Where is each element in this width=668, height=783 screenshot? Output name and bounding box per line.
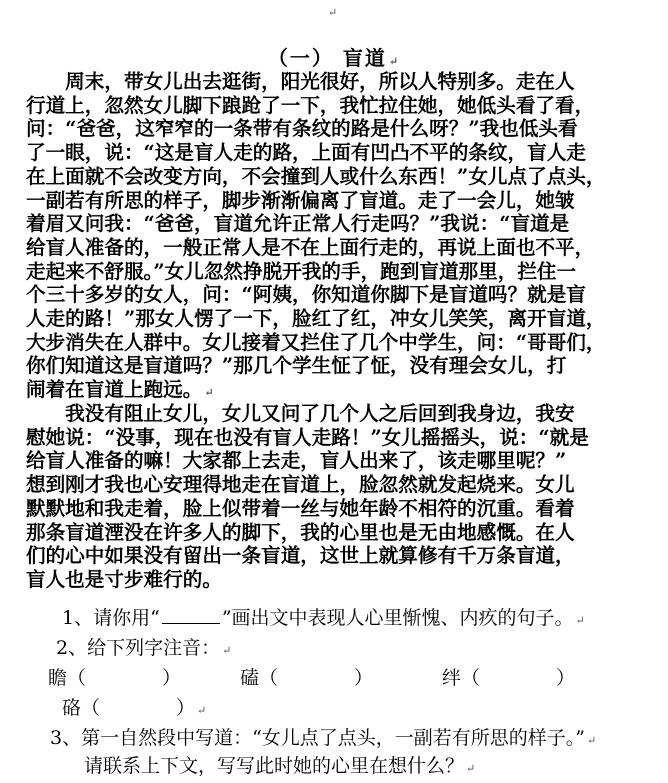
text-line: 行道上，忽然女儿脚下踉跄了一下，我忙拉住她，她低头看了看， [26, 93, 595, 117]
text-line [26, 378, 630, 405]
char-ke: 磕 [240, 667, 260, 689]
title-text: （一） 盲道 [267, 46, 387, 70]
pinyin-blank[interactable]: （ ） [259, 667, 374, 689]
text-line: 那条盲道湮没在许多人的脚下，我的心里也是无由地感慨。在人 [26, 520, 575, 544]
pinyin-item-1 [48, 663, 181, 690]
pinyin-blank[interactable]: （ ） [67, 667, 182, 689]
text-line: 人走的路！”那女人愣了一下，脸红了红，冲女儿笑笑，离开盲道， [26, 307, 606, 331]
text-line: 大步消失在人群中。女儿接着又拦住了几个中学生，问：“哥哥们， [26, 330, 606, 354]
return-mark: ↵ [466, 762, 476, 775]
text-line: 慰她说：“没事，现在也没有盲人走路！”女儿摇摇头，说：“就是 [26, 425, 589, 449]
return-mark: ↵ [388, 55, 401, 68]
text-line: 在上面就不会改变方向，不会撞到人或什么东西！”女儿点了点头， [26, 164, 606, 188]
text-line: 想到刚才我也心安理得地走在盲道上，脸忽然就发起烧来。女儿 [26, 473, 575, 497]
text-line: 问：“爸爸，这窄窄的一条带有条纹的路是什么呀？”我也低头看 [26, 117, 578, 141]
text-line: 走起来不舒服。”女儿忽然挣脱开我的手，跑到盲道那里，拦住一 [26, 259, 577, 283]
question-1 [62, 603, 585, 630]
text-segment: 闹着在盲道上跑远。 [26, 378, 203, 402]
text-line: 个三十多岁的女人，问：“阿姨，你知道你脚下是盲道吗？就是盲 [26, 283, 586, 307]
return-mark: ↵ [222, 644, 232, 657]
text-line: 周末，带女儿出去逛街，阳光很好，所以人特别多。走在人 [26, 70, 575, 93]
pinyin-item-3 [442, 663, 575, 690]
char-ge: 硌 [62, 697, 82, 719]
text-line: 我没有阻止女儿，女儿又问了几个人之后回到我身边，我安 [26, 402, 575, 425]
q3-text: 3、第一自然段中写道：“女儿点了点头，一副若有所思的样子。” [50, 727, 586, 749]
pinyin-blank[interactable]: （ ） [81, 697, 196, 719]
pinyin-blank[interactable]: （ ） [461, 667, 576, 689]
question-3 [50, 723, 596, 750]
return-mark: ↵ [204, 386, 214, 400]
text-line: 给盲人准备的，一般正常人是不在上面行走的，再说上面也不平， [26, 235, 595, 259]
question-2 [56, 633, 231, 660]
char-ban: 绊 [442, 667, 462, 689]
return-mark: ↵ [575, 614, 585, 627]
paragraph-2 [26, 402, 630, 592]
text-line: 了一眼，说：“这是盲人走的路，上面有凹凸不平的条纹，盲人走 [26, 141, 586, 165]
text-line: 给盲人准备的嘛！大家都上去走，盲人出来了，该走哪里呢？” [26, 449, 567, 473]
underline-blank[interactable] [162, 607, 220, 624]
text-line: 着眉又问我：“爸爸，盲道允许正常人行走吗？”我说：“盲道是 [26, 212, 570, 236]
paragraph-mark: ↵ [328, 6, 338, 19]
return-mark: ↵ [587, 734, 597, 747]
q1-suffix: ”画出文中表现人心里惭愧、内疚的句子。 [221, 607, 574, 629]
section-title [0, 42, 668, 71]
text-line: 盲人也是寸步难行的。 [26, 567, 222, 591]
question-3-line2 [84, 751, 475, 778]
pinyin-item-4 [62, 693, 206, 720]
text-line: 一副若有所思的样子，脚步渐渐偏离了盲道。走了一会儿，她皱 [26, 188, 575, 212]
q2-text: 2、给下列字注音： [56, 637, 221, 659]
pinyin-item-2 [240, 663, 373, 690]
text-line: 你们知道这是盲道吗？”那几个学生怔了怔，没有理会女儿，打 [26, 354, 567, 378]
char-zhan: 瞻 [48, 667, 68, 689]
return-mark: ↵ [197, 704, 207, 717]
text-line: 默默地和我走着，脸上似带着一丝与她年龄不相符的沉重。看着 [26, 496, 575, 520]
q1-prefix: 1、请你用“ [62, 607, 160, 629]
q3-text-line2: 请联系上下文，写写此时她的心里在想什么？ [84, 755, 465, 777]
text-line: 们的心中如果没有留出一条盲道，这世上就算修有千万条盲道， [26, 544, 575, 568]
paragraph-1 [26, 70, 630, 405]
